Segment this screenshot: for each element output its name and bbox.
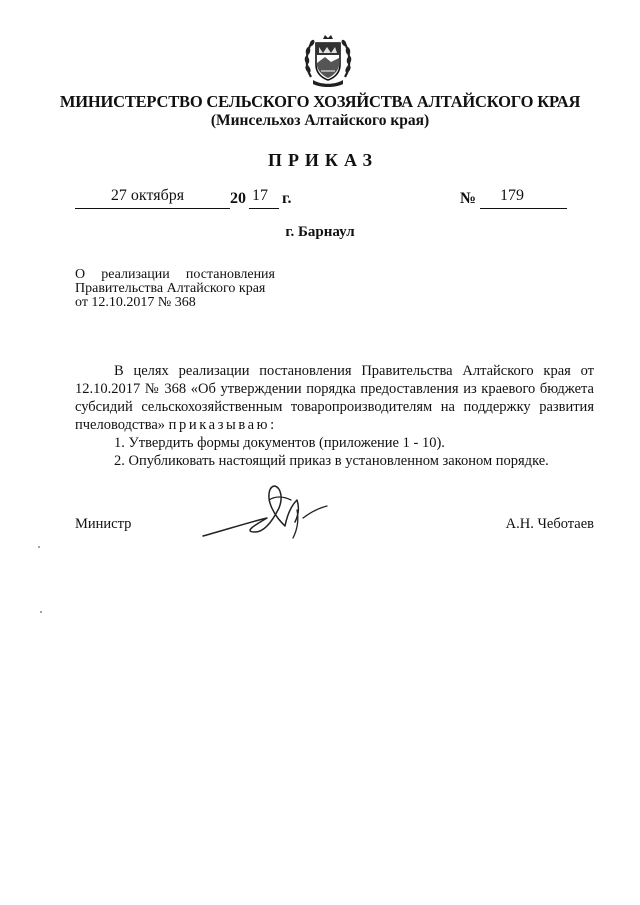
year-suffix: 17: [252, 187, 268, 204]
order-number: 179: [500, 187, 524, 204]
scan-speck: [40, 611, 42, 613]
handwritten-signature-icon: [195, 470, 345, 545]
place-of-issue: г. Барнаул: [285, 224, 355, 240]
subject-line: от 12.10.2017 № 368: [75, 295, 196, 310]
order-item: 1. Утвердить формы документов (приложение 1 - 10).: [114, 435, 445, 451]
year-field: [249, 186, 279, 209]
coat-of-arms-icon: [303, 33, 353, 89]
date-day-month: 27 октября: [110, 187, 185, 204]
number-sign: №: [460, 190, 477, 207]
date-field: [75, 186, 230, 209]
document-type-title: ПРИКАЗ: [267, 150, 379, 170]
year-prefix: 20: [230, 190, 246, 207]
subject-line: О реализации постановления: [75, 267, 275, 282]
command-word: приказываю: [168, 417, 271, 433]
number-field: [480, 186, 567, 209]
year-marker: г.: [282, 190, 292, 207]
ministry-short-name: (Минсельхоз Алтайского края): [210, 112, 430, 129]
preamble-text: В целях реализации постановления Правительства Алтайского края от 12.10.2017 № 368 «Об утверждении порядка предоставления из краевого бюджета субсидий сельскохозяйственным товаропроизводителям на поддержку развития пчеловодства»: [75, 363, 594, 433]
signer-position: Министр: [75, 516, 132, 532]
signer-name: А.Н. Чеботаев: [505, 516, 594, 532]
order-item: 2. Опубликовать настоящий приказ в установленном законом порядке.: [114, 453, 549, 469]
subject-line: Правительства Алтайского края: [75, 281, 266, 296]
scan-speck: [38, 546, 40, 548]
command-colon: :: [270, 417, 275, 433]
ministry-name: МИНИСТЕРСТВО СЕЛЬСКОГО ХОЗЯЙСТВА АЛТАЙСКОГО КРАЯ: [59, 92, 581, 111]
order-body: [75, 362, 594, 470]
order-subject: [75, 268, 275, 310]
preamble-paragraph: [75, 362, 594, 434]
